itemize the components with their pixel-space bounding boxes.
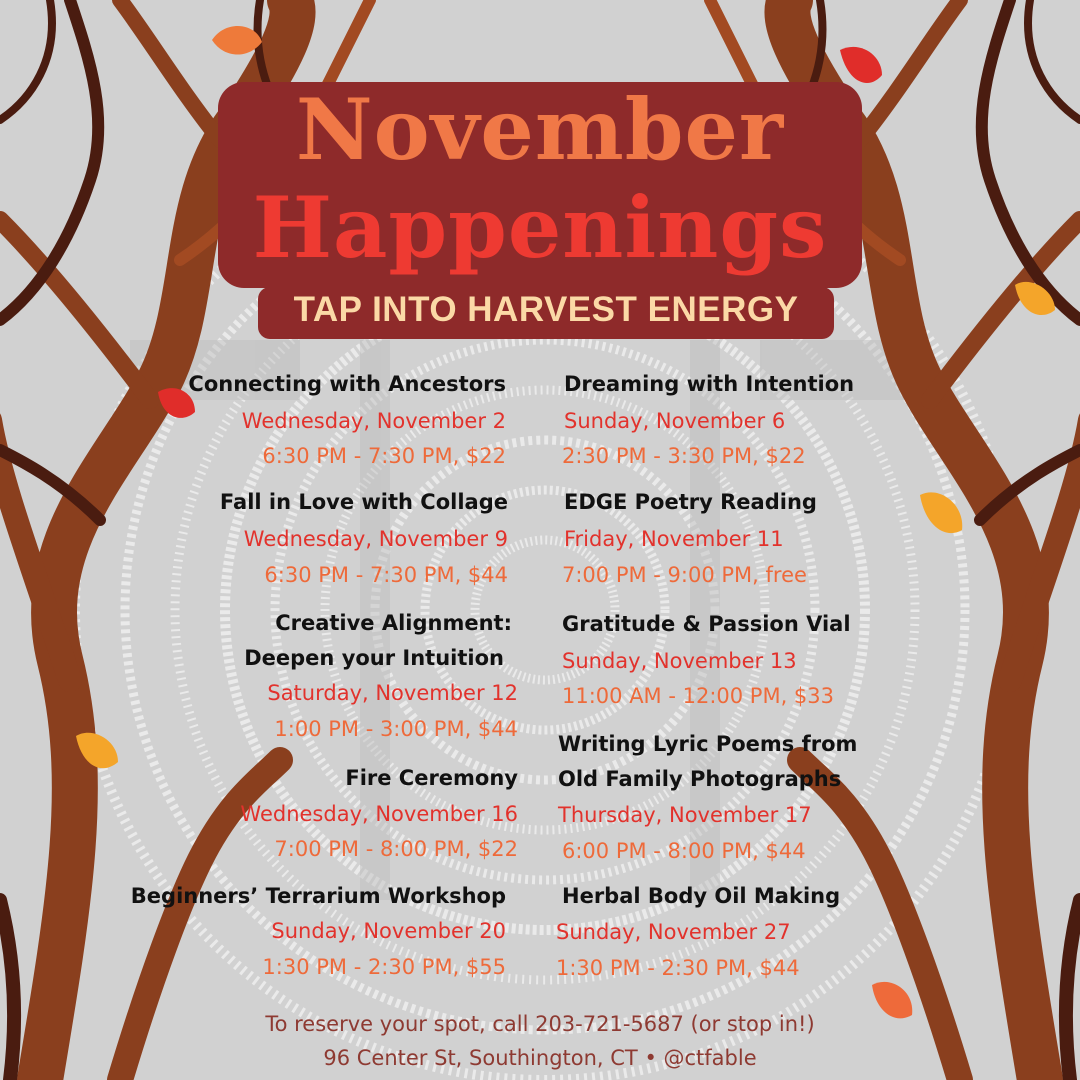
event-title: Fall in Love with Collage: [219, 490, 508, 514]
event-date: Thursday, November 17: [558, 803, 812, 827]
event-title: Fire Ceremony: [345, 766, 518, 790]
event-time: 1:30 PM - 2:30 PM, $44: [556, 956, 800, 980]
footer-address: 96 Center St, Southington, CT • @ctfable: [323, 1046, 757, 1070]
event-time: 2:30 PM - 3:30 PM, $22: [562, 444, 806, 468]
event-title: Deepen your Intuition: [244, 646, 504, 670]
event-date: Sunday, November 20: [271, 919, 506, 943]
event-time: 1:00 PM - 3:00 PM, $44: [274, 717, 518, 741]
subtitle: TAP INTO HARVEST ENERGY: [293, 290, 799, 329]
event-title: Old Family Photographs: [558, 767, 842, 791]
event-date: Saturday, November 12: [267, 681, 518, 705]
event-title: Creative Alignment:: [275, 611, 512, 635]
event-time: 6:00 PM - 8:00 PM, $44: [562, 839, 806, 863]
footer-contact: To reserve your spot, call 203-721-5687 (or stop in!): [265, 1012, 815, 1036]
event-date: Sunday, November 27: [556, 920, 791, 944]
event-date: Sunday, November 13: [562, 649, 797, 673]
event-title: Connecting with Ancestors: [188, 372, 506, 396]
event-date: Wednesday, November 9: [243, 527, 508, 551]
event-title: Dreaming with Intention: [564, 372, 855, 396]
event-title: Gratitude & Passion Vial: [562, 612, 851, 636]
event-title: Beginners’ Terrarium Workshop: [130, 884, 506, 908]
event-time: 6:30 PM - 7:30 PM, $44: [264, 563, 508, 587]
event-time: 7:00 PM - 9:00 PM, free: [562, 563, 807, 587]
event-time: 7:00 PM - 8:00 PM, $22: [274, 837, 518, 861]
event-time: 11:00 AM - 12:00 PM, $33: [562, 684, 835, 708]
event-title: Writing Lyric Poems from: [558, 732, 858, 756]
page-title-line1: November: [295, 80, 785, 179]
event-date: Wednesday, November 16: [240, 802, 518, 826]
event-title: EDGE Poetry Reading: [564, 490, 817, 514]
event-date: Wednesday, November 2: [241, 409, 506, 433]
page-title-line2: Happenings: [252, 178, 828, 277]
event-date: Sunday, November 6: [564, 409, 786, 433]
event-title: Herbal Body Oil Making: [562, 884, 841, 908]
event-time: 6:30 PM - 7:30 PM, $22: [262, 444, 506, 468]
event-date: Friday, November 11: [564, 527, 784, 551]
event-time: 1:30 PM - 2:30 PM, $55: [262, 955, 506, 979]
